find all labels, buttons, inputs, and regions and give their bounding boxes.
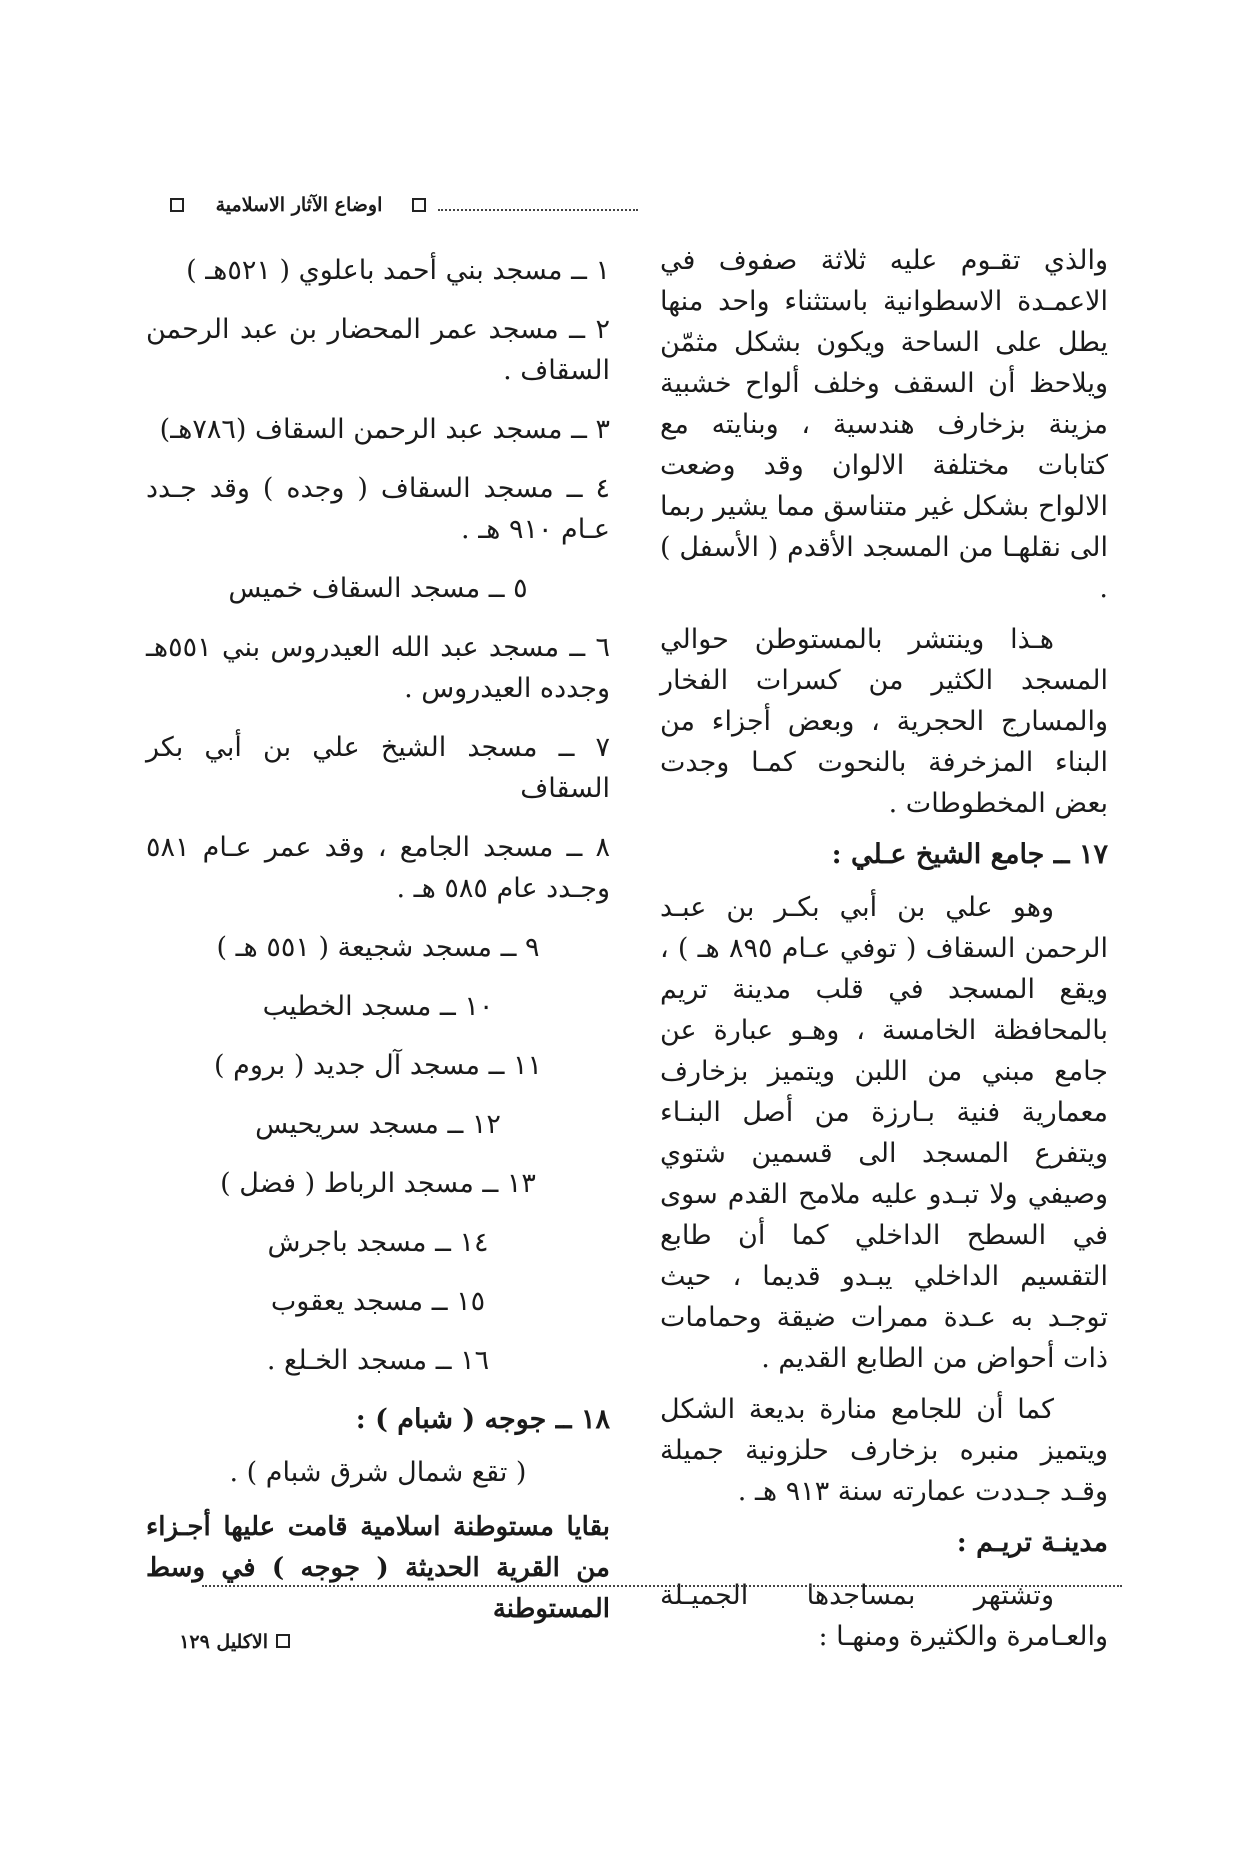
left-column bbox=[146, 250, 610, 1640]
list-item: ١٣ ــ مسجد الرباط ( فضل ) bbox=[220, 1168, 536, 1199]
section-heading-tarim: مدينـة تريـم : bbox=[956, 1527, 1108, 1558]
location-note: ( تقع شمال شرق شبام ) . bbox=[229, 1457, 527, 1488]
paragraph: هـذا وينتشر بالمستوطن حوالي المسجد الكثير من كسرات الفخار والمسارج الحجرية ، وبعض أجزاء من البناء المزخرفة بالنحوت كمـا وجدت بعض المخطوطات . bbox=[660, 624, 1108, 819]
section-heading-18: ١٨ ــ جوجه ( شبام ) : bbox=[355, 1404, 610, 1435]
list-item: ٨ ــ مسجد الجامع ، وقد عمر عـام ٥٨١ وجـدد عام ٥٨٥ هـ . bbox=[146, 832, 610, 904]
paragraph: بقايا مستوطنة اسلامية قامت عليها أجـزاء من القرية الحديثة ( جوجه ) في وسط المستوطنة bbox=[146, 1512, 610, 1624]
list-item: ١٢ ــ مسجد سريحيس bbox=[255, 1109, 501, 1140]
header-dotted-rule bbox=[438, 209, 638, 211]
square-bullet-icon bbox=[170, 198, 184, 212]
list-item: ١١ ــ مسجد آل جديد ( بروم ) bbox=[214, 1050, 542, 1081]
running-header bbox=[170, 190, 1100, 230]
list-item: ٦ ــ مسجد عبد الله العيدروس بني ٥٥١هـ وجدده العيدروس . bbox=[146, 632, 610, 704]
page-footer bbox=[130, 1628, 290, 1662]
list-item: ١٥ ــ مسجد يعقوب bbox=[270, 1286, 486, 1317]
mosque-list bbox=[146, 250, 610, 1381]
list-item: ٥ ــ مسجد السقاف خميس bbox=[228, 573, 528, 604]
list-item: ٩ ــ مسجد شجيعة ( ٥٥١ هـ ) bbox=[216, 932, 540, 963]
square-bullet-icon bbox=[412, 198, 426, 212]
list-item: ٧ ــ مسجد الشيخ علي بن أبي بكر السقاف bbox=[146, 732, 610, 804]
footer-dotted-rule bbox=[202, 1585, 1122, 1587]
list-item: ٤ ــ مسجد السقاف ( وجده ) وقد جـدد عـام ٩١٠ هـ . bbox=[146, 473, 610, 545]
list-item: ١ ــ مسجد بني أحمد باعلوي ( ٥٢١هـ ) bbox=[186, 255, 610, 286]
paragraph: كما أن للجامع منارة بديعة الشكل ويتميز منبره بزخارف حلزونية جميلة وقـد جـددت عمارته سنة ٩١٣ هـ . bbox=[660, 1394, 1108, 1507]
paragraph: وهو علي بن أبي بكـر بن عبـد الرحمن السقاف ( توفي عـام ٨٩٥ هـ ) ، ويقع المسجد في قلب مدينة تريم بالمحافظة الخامسة ، وهـو عبارة عن جامع مبني من اللبن ويتميز بزخارف معمارية فنية بـارزة من أصل البنـاء ويتفرع المسجد الى قسمين شتوي وصيفي ولا تبـدو عليه ملامح القدم سوى في السطح الداخلي كما أن طابع التقسيم الداخلي يبـدو قديما ، حيث توجـد به عـدة ممرات ضيقة وحمامات ذات أحواض من الطابع القديم . bbox=[660, 892, 1108, 1374]
footer-label: الاكليل ١٢٩ bbox=[179, 1631, 268, 1653]
paragraph: وتشتهر بمساجدها الجميـلة والعـامرة والكثيرة ومنهـا : bbox=[660, 1580, 1108, 1652]
list-item: ٣ ــ مسجد عبد الرحمن السقاف (٧٨٦هـ) bbox=[159, 414, 610, 445]
paragraph: والذي تقـوم عليه ثلاثة صفوف في الاعمـدة الاسطوانية باستثناء واحد منها يطل على الساحة ويكون بشكل مثمّن ويلاحظ أن السقف وخلف ألواح خشبية مزينة بزخارف هندسية ، وبنايته مع كتابات مختلفة الالوان وقد وضعت الالواح بشكل غير متناسق مما يشير ربما الى نقلهـا من المسجد الأقدم ( الأسفل ) . bbox=[660, 245, 1108, 604]
list-item: ١٠ ــ مسجد الخطيب bbox=[262, 991, 494, 1022]
header-title: اوضاع الآثار الاسلامية bbox=[215, 194, 383, 216]
list-item: ١٦ ــ مسجد الخـلع . bbox=[266, 1345, 490, 1376]
square-bullet-icon bbox=[276, 1634, 290, 1648]
list-item: ١٤ ــ مسجد باجرش bbox=[267, 1227, 489, 1258]
right-column bbox=[660, 240, 1108, 1667]
list-item: ٢ ــ مسجد عمر المحضار بن عبد الرحمن السقاف . bbox=[146, 314, 610, 386]
section-heading-17: ١٧ ــ جامع الشيخ عـلي : bbox=[831, 839, 1108, 870]
